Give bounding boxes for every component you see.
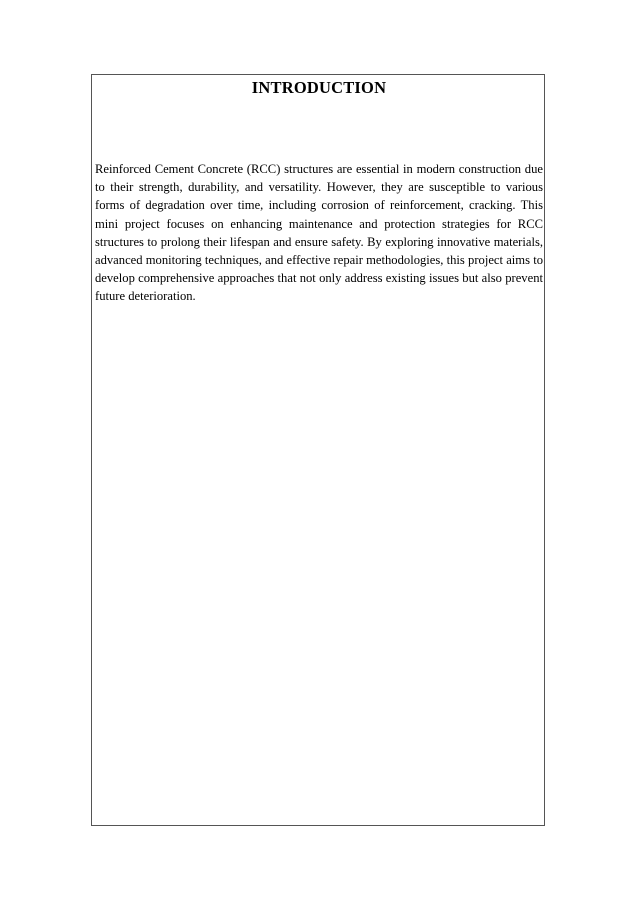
page-title: INTRODUCTION bbox=[251, 78, 387, 97]
introduction-paragraph: Reinforced Cement Concrete (RCC) structures are essential in modern construction due to their strength, durability, and versatility. However, they are susceptible to various forms of degradation over time, including corrosion of reinforcement, cracking. This mini project focuses on enhancing maintenance and protection strategies for RCC structures to prolong their lifespan and ensure safety. By exploring innovative materials, advanced monitoring techniques, and effective repair methodologies, this project aims to develop comprehensive approaches that not only address existing issues but also prevent future deterioration. bbox=[95, 162, 543, 304]
